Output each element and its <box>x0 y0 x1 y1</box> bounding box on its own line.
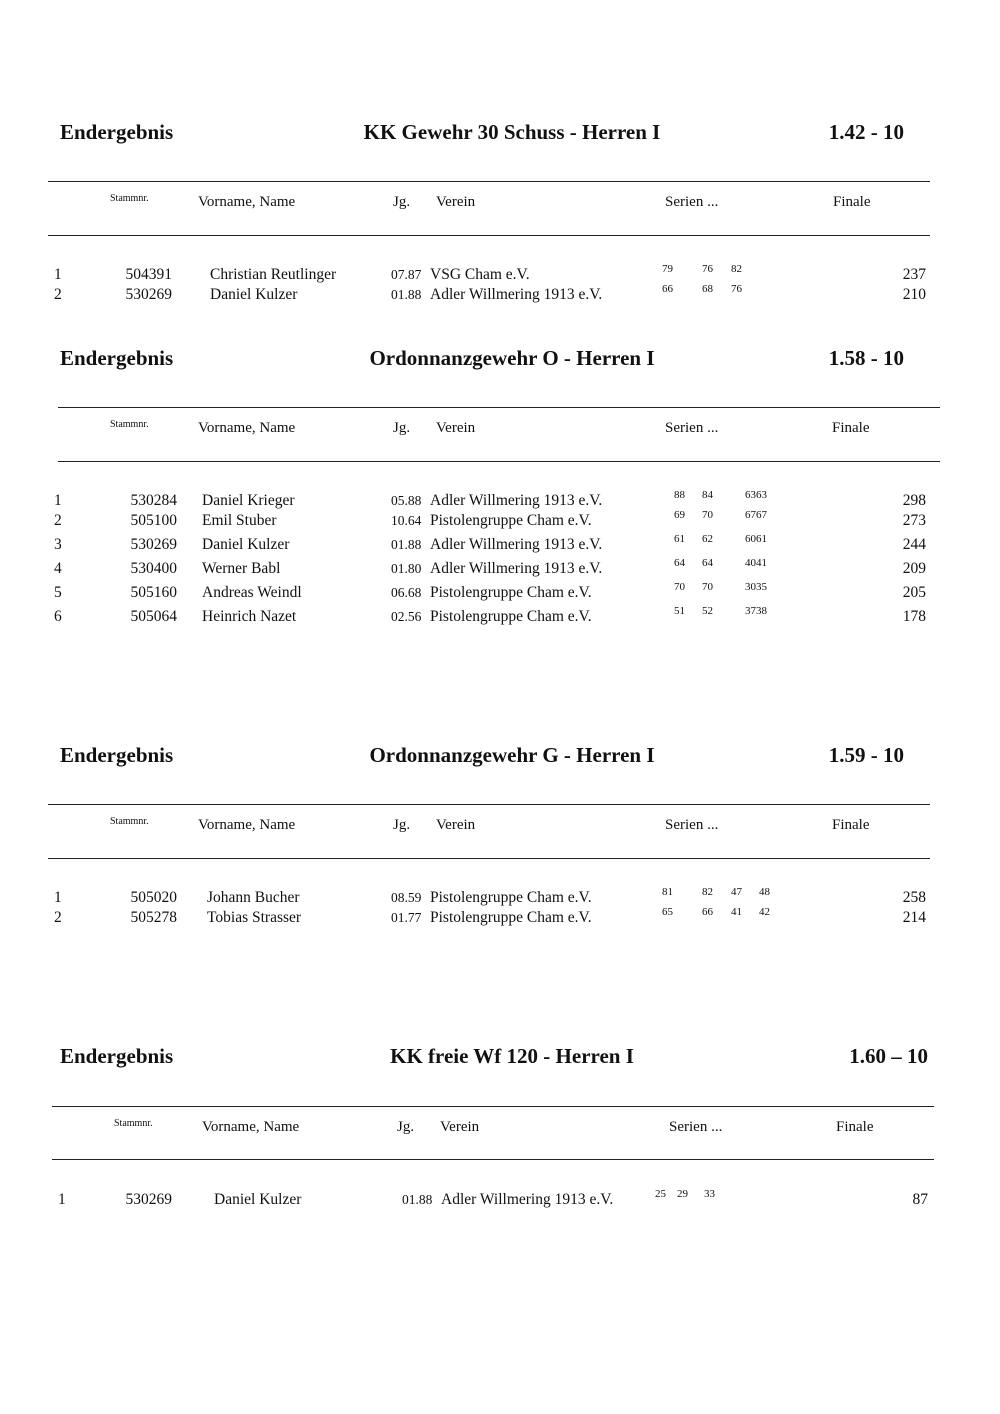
series-score: 79 <box>662 263 673 275</box>
athlete-name: Tobias Strasser <box>207 909 302 926</box>
rank: 1 <box>54 266 62 283</box>
club-name: Pistolengruppe Cham e.V. <box>430 512 592 529</box>
section-label: Endergebnis <box>60 346 174 370</box>
club-name: Pistolengruppe Cham e.V. <box>430 909 592 926</box>
result-row <box>0 1188 1000 1213</box>
finale-score: 244 <box>902 536 926 553</box>
birth-date: 01.77 <box>391 910 422 925</box>
rank: 1 <box>54 492 62 509</box>
stammnr: 505020 <box>130 889 177 906</box>
col-finale: Finale <box>832 420 870 436</box>
birth-date: 07.87 <box>391 267 422 282</box>
series-score: 41 <box>731 906 742 918</box>
series-score: 84 <box>702 489 713 501</box>
finale-score: 237 <box>902 266 926 283</box>
series-score: 64 <box>674 557 685 569</box>
series-score: 64 <box>702 557 713 569</box>
section-label: Endergebnis <box>60 120 174 144</box>
series-score: 81 <box>662 886 673 898</box>
birth-date: 02.56 <box>391 609 422 624</box>
stammnr: 530269 <box>125 286 172 303</box>
section-code: 1.58 - 10 <box>828 346 904 370</box>
col-stammnr: Stammnr. <box>114 1118 153 1129</box>
athlete-name: Werner Babl <box>202 560 281 577</box>
col-serien: Serien ... <box>665 817 719 833</box>
stammnr: 505100 <box>130 512 177 529</box>
series-score: 52 <box>702 605 713 617</box>
series-score: 69 <box>674 509 685 521</box>
stammnr: 530269 <box>125 1191 172 1208</box>
col-serien: Serien ... <box>665 194 719 210</box>
col-verein: Verein <box>436 817 476 833</box>
stammnr: 530400 <box>130 560 177 577</box>
section-title: KK Gewehr 30 Schuss - Herren I <box>363 120 661 144</box>
col-stammnr: Stammnr. <box>110 419 149 430</box>
section-code: 1.60 – 10 <box>849 1044 928 1068</box>
rank: 2 <box>54 512 62 529</box>
col-finale: Finale <box>833 194 871 210</box>
stammnr: 504391 <box>125 266 172 283</box>
birth-date: 01.80 <box>391 561 422 576</box>
col-stammnr: Stammnr. <box>110 816 149 827</box>
rank: 6 <box>54 608 62 625</box>
club-name: Pistolengruppe Cham e.V. <box>430 889 592 906</box>
col-serien: Serien ... <box>669 1119 723 1135</box>
col-jg: Jg. <box>393 420 411 436</box>
birth-date: 10.64 <box>391 513 422 528</box>
rank: 3 <box>54 536 62 553</box>
stammnr: 505278 <box>130 909 177 926</box>
athlete-name: Christian Reutlinger <box>210 266 337 283</box>
section-label: Endergebnis <box>60 743 174 767</box>
series-score: 42 <box>759 906 770 918</box>
club-name: Pistolengruppe Cham e.V. <box>430 584 592 601</box>
rank: 4 <box>54 560 62 577</box>
series-score: 6363 <box>745 489 767 501</box>
birth-date: 08.59 <box>391 890 422 905</box>
series-score: 3035 <box>745 581 767 593</box>
stammnr: 530284 <box>130 492 177 509</box>
col-serien: Serien ... <box>665 420 719 436</box>
athlete-name: Heinrich Nazet <box>202 608 297 625</box>
col-name: Vorname, Name <box>198 817 296 833</box>
section-title: Ordonnanzgewehr G - Herren I <box>369 743 655 767</box>
birth-date: 06.68 <box>391 585 422 600</box>
series-score: 66 <box>702 906 713 918</box>
series-score: 65 <box>662 906 673 918</box>
series-score: 48 <box>759 886 770 898</box>
header-rule-top <box>52 1106 934 1107</box>
finale-score: 273 <box>902 512 926 529</box>
section-title: Ordonnanzgewehr O - Herren I <box>369 346 655 370</box>
series-score: 33 <box>704 1188 715 1200</box>
club-name: Pistolengruppe Cham e.V. <box>430 608 592 625</box>
athlete-name: Daniel Kulzer <box>202 536 290 553</box>
series-score: 6061 <box>745 533 767 545</box>
series-score: 25 <box>655 1188 666 1200</box>
birth-date: 01.88 <box>402 1192 433 1207</box>
finale-score: 298 <box>902 492 926 509</box>
rank: 1 <box>54 889 62 906</box>
rank: 2 <box>54 909 62 926</box>
club-name: Adler Willmering 1913 e.V. <box>430 492 603 509</box>
stammnr: 505160 <box>130 584 177 601</box>
birth-date: 05.88 <box>391 493 422 508</box>
series-score: 70 <box>702 581 713 593</box>
rank: 1 <box>58 1191 66 1208</box>
finale-score: 209 <box>902 560 926 577</box>
series-score: 68 <box>702 283 713 295</box>
stammnr: 530269 <box>130 536 177 553</box>
club-name: Adler Willmering 1913 e.V. <box>441 1191 614 1208</box>
series-score: 66 <box>662 283 673 295</box>
series-score: 82 <box>702 886 713 898</box>
section-label: Endergebnis <box>60 1044 174 1068</box>
series-score: 76 <box>702 263 713 275</box>
col-name: Vorname, Name <box>198 420 296 436</box>
header-rule-bottom <box>52 1159 934 1160</box>
finale-score: 214 <box>902 909 926 926</box>
col-name: Vorname, Name <box>202 1119 300 1135</box>
club-name: Adler Willmering 1913 e.V. <box>430 560 603 577</box>
series-score: 70 <box>674 581 685 593</box>
finale-score: 87 <box>912 1191 928 1208</box>
series-score: 51 <box>674 605 685 617</box>
col-finale: Finale <box>832 817 870 833</box>
athlete-name: Andreas Weindl <box>202 584 302 601</box>
club-name: Adler Willmering 1913 e.V. <box>430 286 603 303</box>
series-score: 6767 <box>745 509 767 521</box>
col-stammnr: Stammnr. <box>110 193 149 204</box>
col-jg: Jg. <box>397 1119 415 1135</box>
athlete-name: Emil Stuber <box>202 512 277 529</box>
club-name: Adler Willmering 1913 e.V. <box>430 536 603 553</box>
col-verein: Verein <box>436 194 476 210</box>
athlete-name: Daniel Kulzer <box>214 1191 302 1208</box>
athlete-name: Daniel Kulzer <box>210 286 298 303</box>
rank: 5 <box>54 584 62 601</box>
col-finale: Finale <box>836 1119 874 1135</box>
col-verein: Verein <box>436 420 476 436</box>
series-score: 29 <box>677 1188 688 1200</box>
col-name: Vorname, Name <box>198 194 296 210</box>
athlete-name: Johann Bucher <box>207 889 300 906</box>
series-score: 47 <box>731 886 742 898</box>
col-jg: Jg. <box>393 194 411 210</box>
finale-score: 210 <box>902 286 926 303</box>
series-score: 76 <box>731 283 742 295</box>
finale-score: 178 <box>902 608 926 625</box>
athlete-name: Daniel Krieger <box>202 492 295 509</box>
section-code: 1.42 - 10 <box>828 120 904 144</box>
series-score: 70 <box>702 509 713 521</box>
series-score: 61 <box>674 533 685 545</box>
rank: 2 <box>54 286 62 303</box>
series-score: 62 <box>702 533 713 545</box>
col-verein: Verein <box>440 1119 480 1135</box>
series-score: 88 <box>674 489 685 501</box>
series-score: 3738 <box>745 605 767 617</box>
finale-score: 258 <box>902 889 926 906</box>
series-score: 82 <box>731 263 742 275</box>
stammnr: 505064 <box>130 608 177 625</box>
col-jg: Jg. <box>393 817 411 833</box>
finale-score: 205 <box>902 584 926 601</box>
section-title: KK freie Wf 120 - Herren I <box>390 1044 634 1068</box>
birth-date: 01.88 <box>391 537 422 552</box>
club-name: VSG Cham e.V. <box>430 266 530 283</box>
series-score: 4041 <box>745 557 767 569</box>
section-code: 1.59 - 10 <box>828 743 904 767</box>
birth-date: 01.88 <box>391 287 422 302</box>
